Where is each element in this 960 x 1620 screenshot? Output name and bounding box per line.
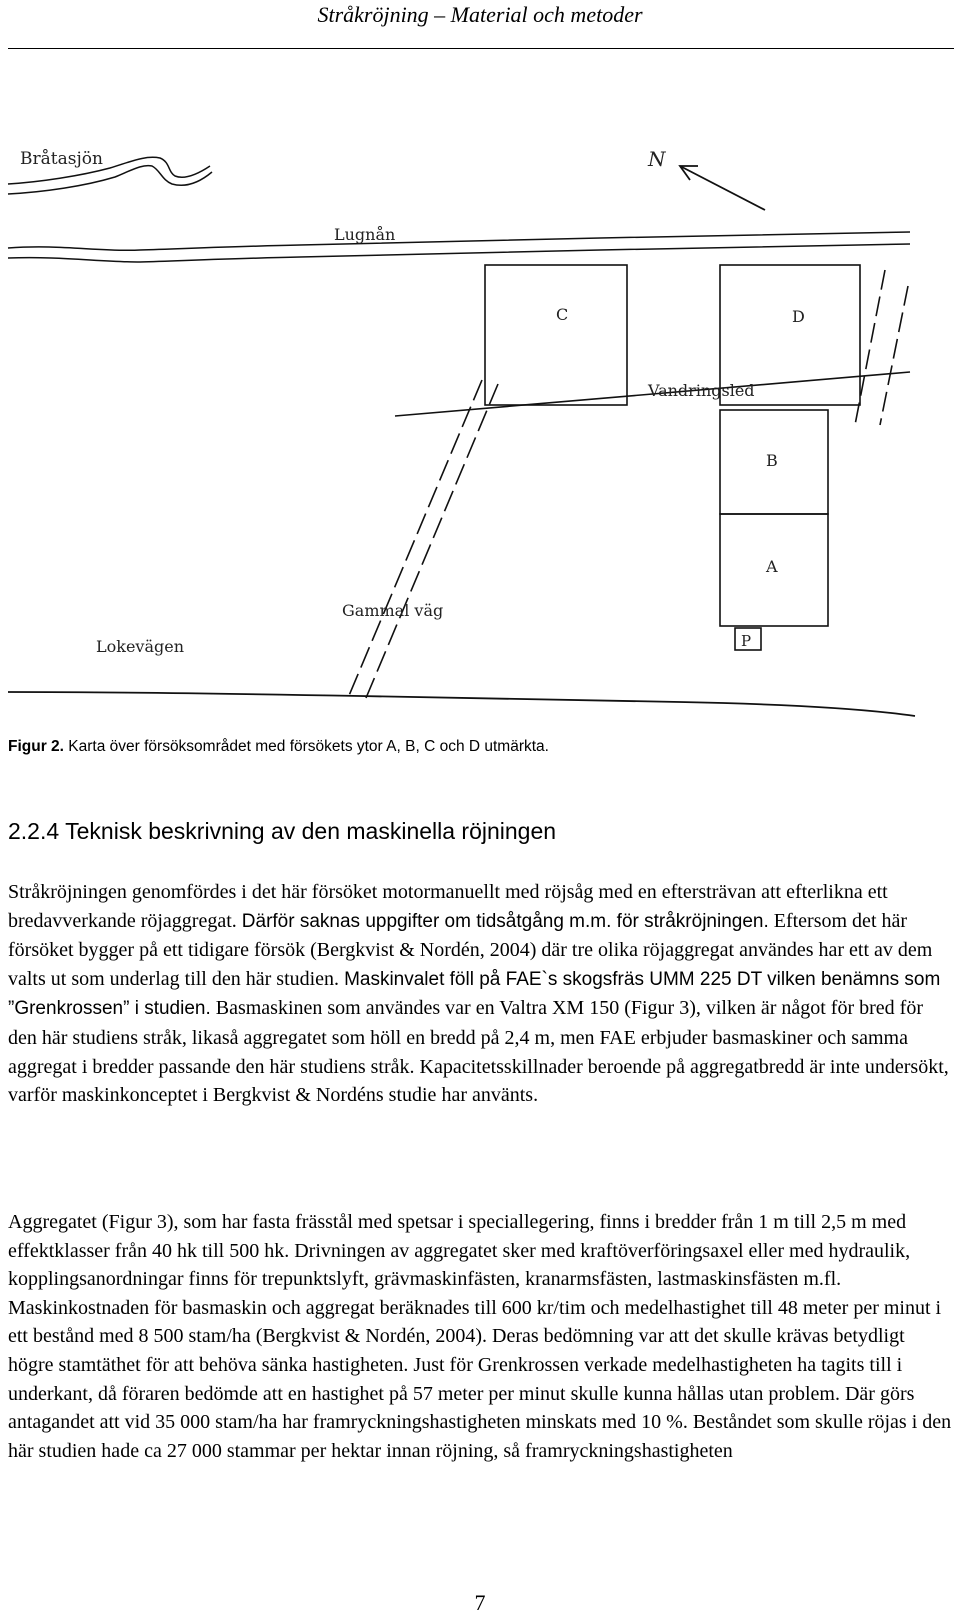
plot-b-label: B xyxy=(766,451,778,470)
river-upper xyxy=(8,232,910,250)
section-heading: 2.2.4 Teknisk beskrivning av den maskinella röjningen xyxy=(8,818,557,844)
paragraph-1 xyxy=(8,878,954,1110)
north-label: N xyxy=(648,147,666,171)
paragraph-1-part3: Eftersom det här försöket bygger på ett tidigare försök (Bergkvist & Nordén, 2004) där tre olika röjaggregat användes har ett av dem valts ut som underlag till den här studien. xyxy=(8,909,933,990)
river-label: Lugnån xyxy=(334,225,396,244)
north-arrow-line xyxy=(680,166,765,210)
trail-label: Vandringsled xyxy=(648,381,755,400)
running-header: Stråkröjning – Material och metoder xyxy=(317,2,643,27)
plot-c-label: C xyxy=(556,305,569,324)
lake-shore-lower xyxy=(8,166,212,194)
trail-east-b xyxy=(880,286,908,425)
road-label: Lokevägen xyxy=(96,637,185,656)
plot-a-label: A xyxy=(766,557,778,576)
page-number: 7 xyxy=(474,1590,486,1615)
road-line xyxy=(8,692,915,716)
old-road-label: Gammal väg xyxy=(342,601,444,620)
paragraph-1-part5: Basmaskinen som användes var en Valtra XM 150 (Figur 3), vilken är något för bred för den här studiens stråk, likaså aggregatet som höll en bredd på 2,4 m, men FAE erbjuder basmaskiner och samma aggregat i bredder passande den här studiens stråk. Kapacitetsskillnader beroende på aggregatbredd är inte undersökt, varför maskinkonceptet i Bergkvist & Nordéns studie har använts. xyxy=(8,997,949,1107)
paragraph-2: Aggregatet (Figur 3), som har fasta frässtål med spetsar i speciallegering, finns i bredder från 1 m till 2,5 m med effektklasser från 40 hk till 500 hk. Drivningen av aggregatet sker med kraftöverföringsaxel eller med hydraulik, kopplingsanordningar finns för trepunktslyft, grävmaskinfästen, kranarmsfästen, lastmaskinsfästen m.fl. Maskinkostnaden för basmaskin och aggregat beräknades till 600 kr/tim och medelhastighet till 48 meter per minut i ett bestånd med 8 500 stam/ha (Bergkvist & Nordén, 2004). Deras bedömning var att det skulle krävas betydligt högre stamtäthet för att behöva sänka hastigheten. Just för Grenkrossen verkade medelhastigheten ha tagits till i underkant, då föraren bedömde att en hastighet på 57 meter per minut skulle kunna hållas utan problem. Där görs antagandet att vid 35 000 stam/ha har framryckningshastigheten minskats med 10 %. Beståndet som skulle röjas i den här studien hade ca 27 000 stammar per hektar innan röjning, så framryckningshastigheten xyxy=(8,1211,952,1462)
plot-c-square xyxy=(485,265,627,405)
header-rule xyxy=(8,48,954,49)
plot-d-label: D xyxy=(792,307,805,326)
paragraph-1-part2: Därför saknas uppgifter om tidsåtgång m.m. för stråkröjningen. xyxy=(241,910,769,932)
old-road-a xyxy=(348,380,482,698)
old-road-b xyxy=(366,384,498,698)
paragraph-1-part4: Maskinvalet föll på FAE`s skogsfräs UMM 225 DT vilken benämns som ”Grenkrossen” i studien. xyxy=(8,968,941,1020)
river-lower xyxy=(8,244,910,262)
lake-label: Bråtasjön xyxy=(20,149,103,169)
figure-caption-text: Karta över försöksområdet med försökets ytor A, B, C och D utmärkta. xyxy=(63,738,549,755)
figure-caption-label: Figur 2. xyxy=(8,738,64,755)
study-area-map xyxy=(0,80,960,730)
paragraph-1-part1: Stråkröjningen genomfördes i det här försöket motormanuellt med röjsåg med en eftersträvan att efterlikna ett bredavverkande röjaggregat. xyxy=(8,881,888,932)
parking-label: P xyxy=(741,632,752,650)
figure-caption xyxy=(8,738,948,756)
